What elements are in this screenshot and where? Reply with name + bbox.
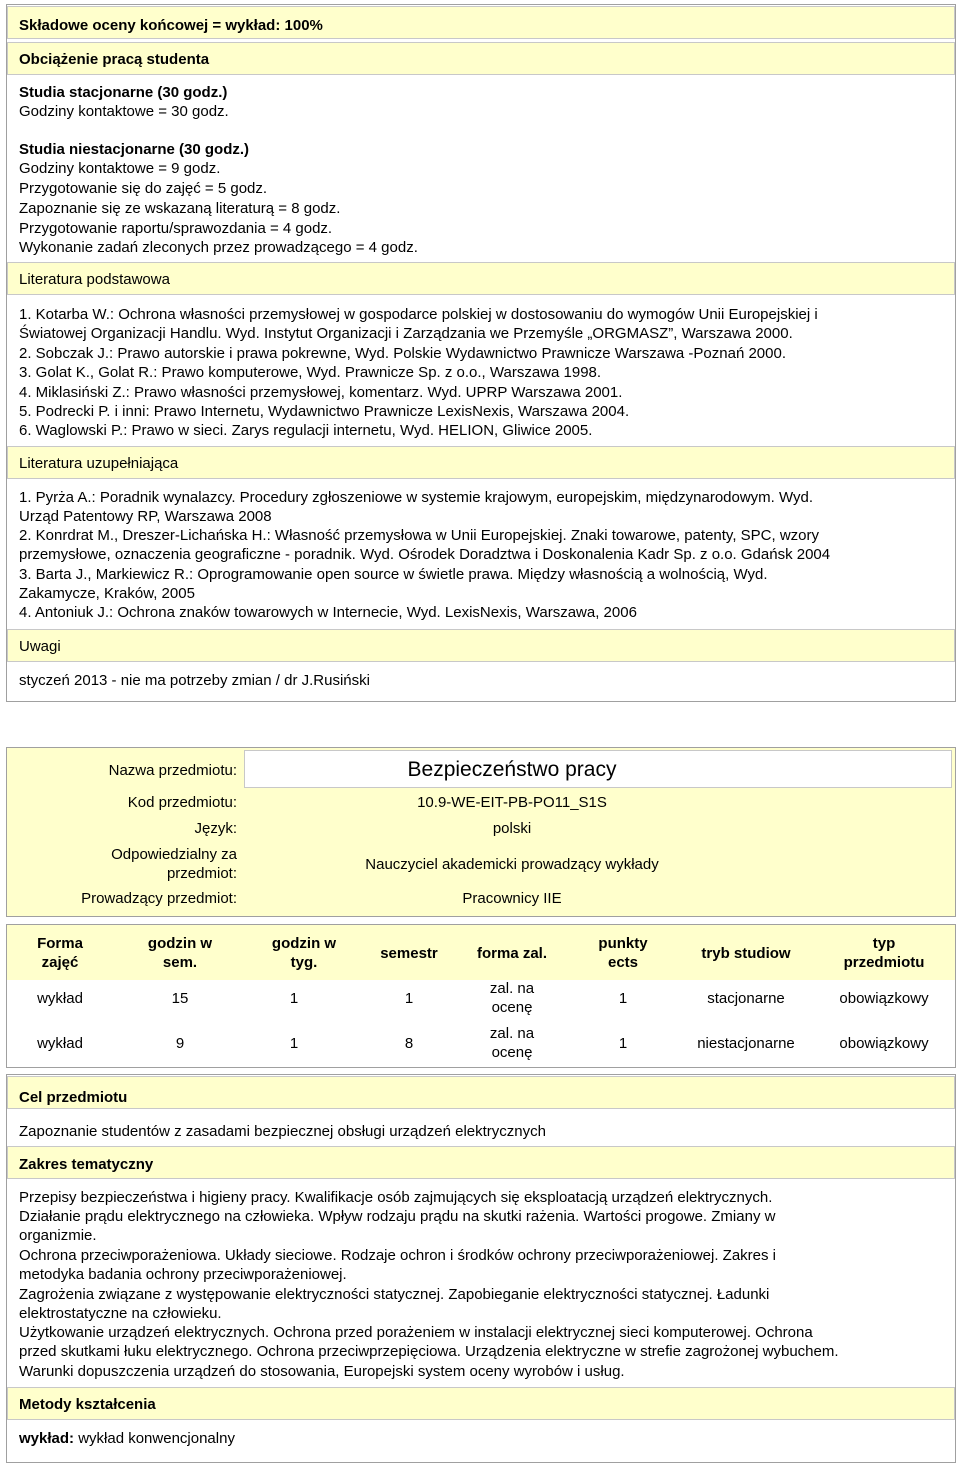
lit-podst-item: 2. Sobczak J.: Prawo autorskie i prawa pokrewne, Wyd. Polskie Wydawnictwo Prawnicze Warszawa -Poznań 2000. — [19, 345, 786, 362]
table-cell: 1 — [618, 1035, 628, 1052]
kod-label: Kod przedmiotu: — [127, 794, 237, 811]
niestacjonarne-line: Godziny kontaktowe = 9 godz. — [19, 160, 221, 177]
course-title: Bezpieczeństwo pracy — [407, 758, 617, 781]
table-cell: wykład — [37, 1035, 83, 1052]
zakres-line: organizmie. — [19, 1227, 97, 1244]
skladowe-text: Składowe oceny końcowej = wykład: 100% — [19, 17, 323, 34]
table-cell: 1 — [289, 1035, 299, 1052]
lit-podst-item: 3. Golat K., Golat R.: Prawo komputerowe, Wyd. Prawnicze Sp. z o.o., Warszawa 1998. — [19, 364, 602, 381]
jezyk-label: Język: — [194, 820, 237, 837]
metody-text — [19, 1429, 235, 1448]
nazwa-label: Nazwa przedmiotu: — [108, 762, 237, 779]
table-cell: obowiązkowy — [839, 990, 929, 1007]
zal-line: zal. na ocenę — [489, 1025, 535, 1061]
table-cell: 1 — [289, 990, 299, 1007]
obciazenie-title: Obciążenie pracą studenta — [19, 51, 210, 68]
uwagi-text: styczeń 2013 - nie ma potrzeby zmian / dr J.Rusiński — [19, 672, 370, 689]
th-tryb: tryb studiow — [701, 945, 791, 962]
cel-title: Cel przedmiotu — [19, 1089, 128, 1106]
zakres-title: Zakres tematyczny — [19, 1156, 154, 1173]
lit-podst-item: 5. Podrecki P. i inni: Prawo Internetu, Wydawnictwo Prawnicze LexisNexis, Warszawa 2004. — [19, 403, 630, 420]
lit-podst-item: 1. Kotarba W.: Ochrona własności przemysłowej w gospodarce polskiej w dostosowaniu do wymogów Unii Europejskiej i — [19, 306, 818, 323]
lit-uzup-item: 4. Antoniuk J.: Ochrona znaków towarowych w Internecie, Wyd. LexisNexis, Warszawa, 2006 — [19, 604, 637, 621]
table-cell: stacjonarne — [707, 990, 785, 1007]
table-cell: 15 — [171, 990, 189, 1007]
metody-bold-label: wykład: — [19, 1430, 75, 1447]
odp-label: przedmiot: — [166, 865, 237, 882]
table-cell: 8 — [404, 1035, 414, 1052]
table-cell-zal — [460, 979, 564, 1017]
th-semestr: semestr — [380, 945, 438, 962]
zal-line: zal. na ocenę — [489, 980, 535, 1016]
prow-label: Prowadzący przedmiot: — [81, 890, 237, 907]
stacjonarne-title: Studia stacjonarne (30 godz.) — [19, 84, 228, 101]
lit-uzup-title: Literatura uzupełniająca — [19, 455, 179, 472]
lit-uzup-item: przemysłowe, oznaczenia geograficzne - poradnik. Wyd. Ośrodek Doradztwa i Doskonalenia Kadr Sp. z o.o. Gdańsk 2004 — [19, 546, 831, 563]
lit-uzup-item: 3. Barta J., Markiewicz R.: Oprogramowanie open source w świetle prawa. Między własnością a wolnością, Wyd. — [19, 566, 768, 583]
th-forma: Forma zajęć — [37, 935, 83, 971]
prow-value: Pracownicy IIE — [462, 890, 562, 907]
lit-uzup-item: 1. Pyrża A.: Poradnik wynalazcy. Procedury zgłoszeniowe w systemie krajowym, europejskim, międzynarodowym. Wyd. — [19, 489, 814, 506]
niestacjonarne-line: Wykonanie zadań zleconych przez prowadzącego = 4 godz. — [19, 239, 418, 256]
table-cell: 1 — [618, 990, 628, 1007]
lit-podst-item: Światowej Organizacji Handlu. Wyd. Instytut Organizacji i Zarządzania we Przemyśle „ORGMASZ”, Warszawa 2000. — [19, 325, 793, 342]
table-cell: 1 — [404, 990, 414, 1007]
zakres-line: Działanie prądu elektrycznego na człowieka. Wpływ rodzaju prądu na skutki rażenia. Wartości progowe. Zmiany w — [19, 1208, 776, 1225]
lit-podst-item: 6. Waglowski P.: Prawo w sieci. Zarys regulacji internetu, Wyd. HELION, Gliwice 2005. — [19, 422, 593, 439]
niestacjonarne-line: Zapoznanie się ze wskazaną literaturą = 8 godz. — [19, 200, 341, 217]
table-cell: obowiązkowy — [839, 1035, 929, 1052]
lit-podst-title: Literatura podstawowa — [19, 271, 170, 288]
metody-value: wykład konwencjonalny — [74, 1430, 235, 1447]
zakres-line: Ochrona przeciwporażeniowa. Układy sieciowe. Rodzaje ochron i środków ochrony przeciwporażeniowej. Zakres i — [19, 1247, 777, 1264]
zakres-line: przed skutkami łuku elektrycznego. Ochrona przeciwprzepięciowa. Urządzenia elektryczne w strefie zagrożonej wybuchem. — [19, 1343, 839, 1360]
stacjonarne-line: Godziny kontaktowe = 30 godz. — [19, 103, 229, 120]
niestacjonarne-line: Przygotowanie się do zajęć = 5 godz. — [19, 180, 268, 197]
zakres-line: elektrostatyczne na człowieku. — [19, 1305, 222, 1322]
cel-header — [7, 1076, 955, 1109]
cel-text: Zapoznanie studentów z zasadami bezpiecznej obsługi urządzeń elektrycznych — [19, 1123, 546, 1140]
table-cell: 9 — [175, 1035, 185, 1052]
th-punkty: punkty ects — [598, 935, 648, 971]
zakres-line: Przepisy bezpieczeństwa i higieny pracy. Kwalifikacje osób zajmujących się eksploatacją urządzeń elektrycznych. — [19, 1189, 773, 1206]
table-cell-zal — [460, 1024, 564, 1062]
zakres-line: Zagrożenia związane z występowanie elektryczności statycznej. Zapobieganie elektryczności statycznej. Ładunki — [19, 1286, 770, 1303]
th-forma-zal: forma zal. — [476, 945, 548, 962]
odp-value: Nauczyciel akademicki prowadzący wykłady — [365, 856, 659, 873]
table-cell: niestacjonarne — [697, 1035, 795, 1052]
lit-podst-item: 4. Miklasiński Z.: Prawo własności przemysłowej, komentarz. Wyd. UPRP Warszawa 2001. — [19, 384, 623, 401]
kod-value: 10.9-WE-EIT-PB-PO11_S1S — [417, 794, 607, 811]
zakres-line: metodyka badania ochrony przeciwporażeniowej. — [19, 1266, 347, 1283]
lit-uzup-item: Urząd Patentowy RP, Warszawa 2008 — [19, 508, 272, 525]
zakres-line: Użytkowanie urządzeń elektrycznych. Ochrona przed porażeniem w instalacji elektrycznej sieci komputerowej. Ochrona — [19, 1324, 813, 1341]
th-godzin-tyg: godzin w tyg. — [271, 935, 337, 971]
zakres-line: Warunki dopuszczenia urządzeń do stosowania, Europejski system oceny wyrobów i usług. — [19, 1363, 625, 1380]
niestacjonarne-line: Przygotowanie raportu/sprawozdania = 4 godz. — [19, 220, 333, 237]
niestacjonarne-title: Studia niestacjonarne (30 godz.) — [19, 141, 250, 158]
jezyk-value: polski — [492, 820, 532, 837]
uwagi-title: Uwagi — [19, 638, 61, 655]
uwagi-header — [7, 629, 955, 662]
lit-uzup-item: 2. Konrdrat M., Dreszer-Lichańska H.: Własność przemysłowa w Unii Europejskiej. Znaki towarowe, patenty, SPC, wzory — [19, 527, 820, 544]
odp-label: Odpowiedzialny za — [111, 846, 237, 863]
th-typ: typ przedmiotu — [843, 935, 925, 971]
lit-uzup-item: Zakamycze, Kraków, 2005 — [19, 585, 195, 602]
metody-title: Metody kształcenia — [19, 1396, 156, 1413]
table-cell: wykład — [37, 990, 83, 1007]
th-godzin-sem: godzin w sem. — [147, 935, 213, 971]
